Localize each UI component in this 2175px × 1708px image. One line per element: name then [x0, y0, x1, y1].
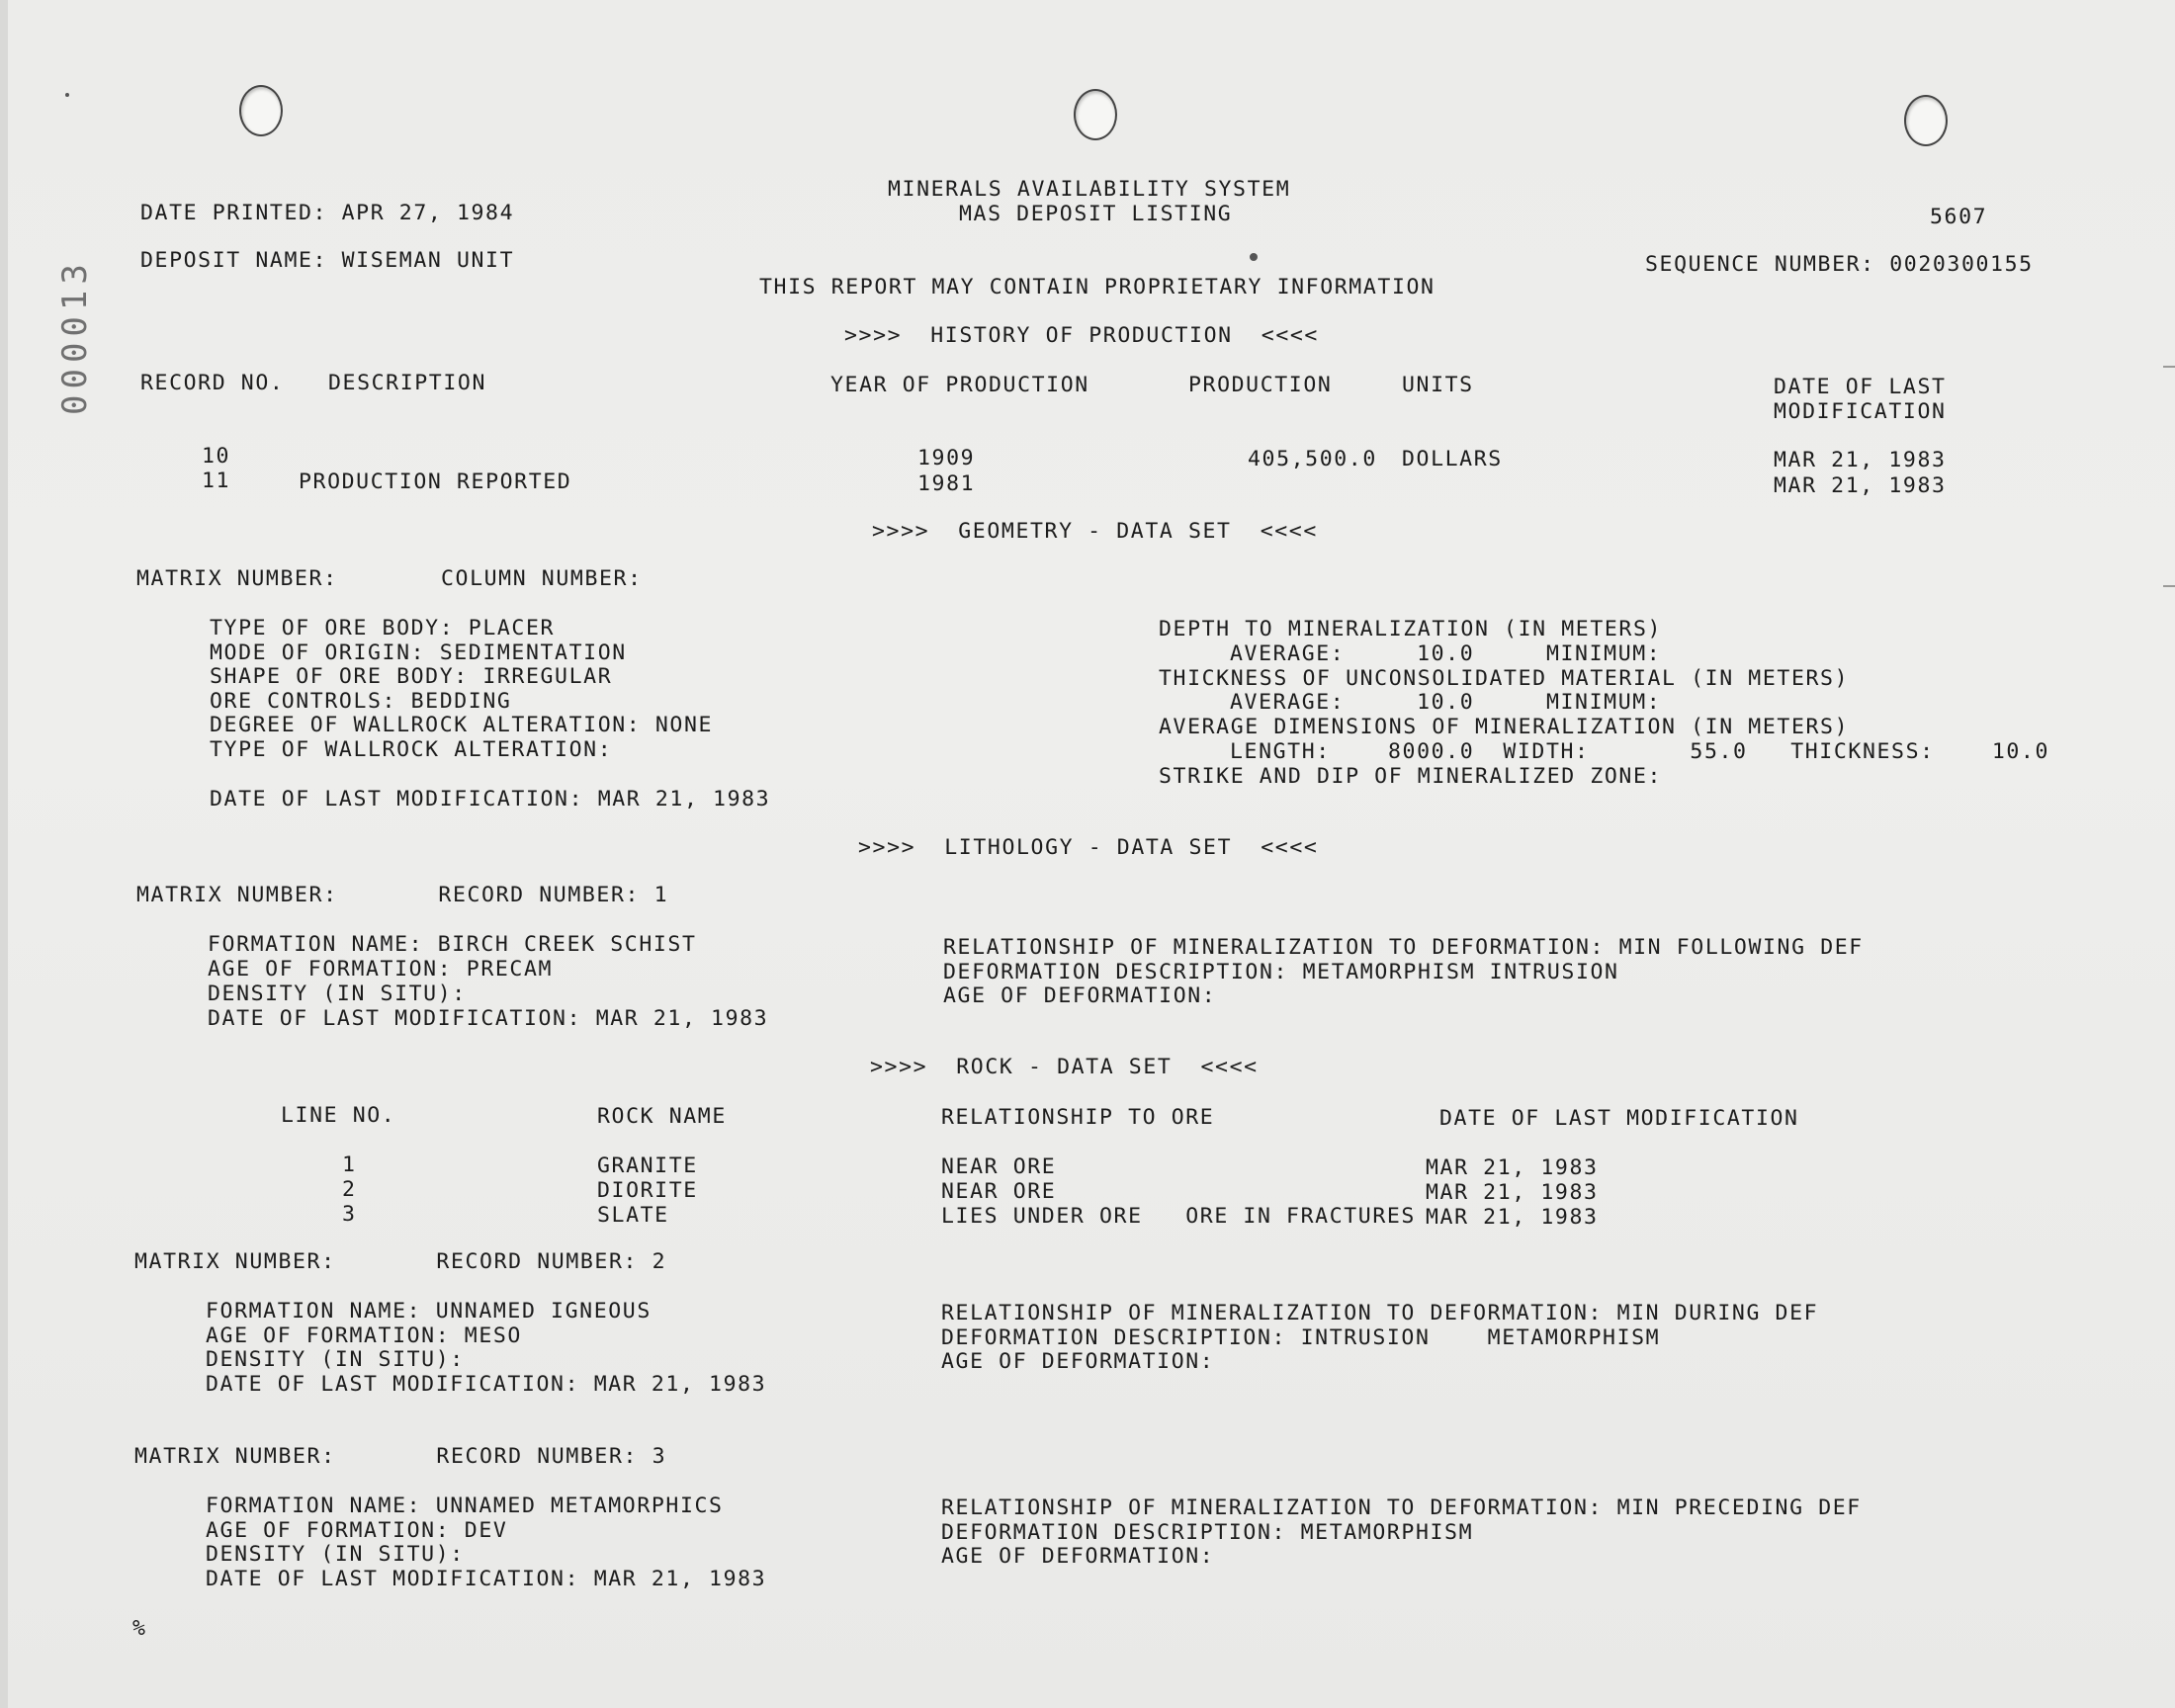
- rock-name: DIORITE: [597, 1178, 698, 1203]
- deformation-description: DEFORMATION DESCRIPTION: INTRUSION METAMORPHISM: [941, 1325, 1661, 1350]
- rock-line-no: 1: [342, 1153, 357, 1177]
- relationship-to-deformation: RELATIONSHIP OF MINERALIZATION TO DEFORMATION: MIN DURING DEF: [941, 1301, 1819, 1325]
- degree-of-wallrock-alteration: DEGREE OF WALLROCK ALTERATION: NONE: [210, 713, 714, 737]
- rock-date: MAR 21, 1983: [1426, 1180, 1599, 1205]
- col-year: YEAR OF PRODUCTION: [830, 373, 1089, 397]
- col-relationship: RELATIONSHIP TO ORE: [941, 1105, 1215, 1130]
- type-of-wallrock-alteration: TYPE OF WALLROCK ALTERATION:: [210, 737, 613, 762]
- shape-of-ore-body: SHAPE OF ORE BODY: IRREGULAR: [210, 664, 613, 689]
- relationship-to-deformation: RELATIONSHIP OF MINERALIZATION TO DEFORMATION: MIN FOLLOWING DEF: [943, 935, 1864, 960]
- record-description: PRODUCTION REPORTED: [299, 470, 572, 494]
- rock-relationship: LIES UNDER ORE ORE IN FRACTURES: [941, 1204, 1416, 1229]
- formation-name: FORMATION NAME: UNNAMED IGNEOUS: [206, 1299, 652, 1324]
- section-title-history: >>>> HISTORY OF PRODUCTION <<<<: [844, 323, 1319, 348]
- section-title-lithology: >>>> LITHOLOGY - DATA SET <<<<: [858, 835, 1319, 860]
- rock-name: GRANITE: [597, 1153, 698, 1178]
- geometry-date-modified: DATE OF LAST MODIFICATION: MAR 21, 1983: [210, 787, 771, 811]
- listing-title: MAS DEPOSIT LISTING: [959, 202, 1233, 226]
- density: DENSITY (IN SITU):: [208, 982, 467, 1006]
- speck: [1250, 253, 1258, 261]
- deposit-name: DEPOSIT NAME: WISEMAN UNIT: [140, 248, 515, 273]
- formation-name: FORMATION NAME: UNNAMED METAMORPHICS: [206, 1494, 724, 1518]
- record-year: 1981: [917, 471, 976, 496]
- ore-controls: ORE CONTROLS: BEDDING: [210, 689, 512, 714]
- punch-hole-right: [1904, 95, 1948, 146]
- age-of-formation: AGE OF FORMATION: PRECAM: [208, 957, 554, 982]
- date-printed: DATE PRINTED: APR 27, 1984: [140, 201, 515, 225]
- sequence-number: SEQUENCE NUMBER: 0020300155: [1645, 252, 2034, 277]
- col-units: UNITS: [1402, 373, 1474, 397]
- deformation-description: DEFORMATION DESCRIPTION: METAMORPHISM INTRUSION: [943, 960, 1619, 984]
- density: DENSITY (IN SITU):: [206, 1347, 465, 1372]
- col-date-line2: MODIFICATION: [1774, 399, 1947, 424]
- col-record-no: RECORD NO.: [140, 371, 285, 395]
- rock-date: MAR 21, 1983: [1426, 1155, 1599, 1180]
- thickness-heading: THICKNESS OF UNCONSOLIDATED MATERIAL (IN METERS): [1159, 666, 1850, 691]
- lithology-date-modified: DATE OF LAST MODIFICATION: MAR 21, 1983: [208, 1006, 769, 1031]
- record-date: MAR 21, 1983: [1774, 473, 1947, 498]
- deformation-description: DEFORMATION DESCRIPTION: METAMORPHISM: [941, 1520, 1474, 1545]
- age-of-deformation: AGE OF DEFORMATION:: [941, 1349, 1215, 1374]
- lithology-matrix-line: MATRIX NUMBER: RECORD NUMBER: 1: [136, 883, 669, 907]
- section-title-geometry: >>>> GEOMETRY - DATA SET <<<<: [872, 519, 1318, 544]
- record-no: 11: [202, 469, 231, 493]
- mode-of-origin: MODE OF ORIGIN: SEDIMENTATION: [210, 640, 627, 665]
- lithology-date-modified: DATE OF LAST MODIFICATION: MAR 21, 1983: [206, 1372, 767, 1397]
- record-production: 405,500.0: [1248, 447, 1377, 471]
- rock-relationship: NEAR ORE: [941, 1179, 1057, 1204]
- dimensions-values: LENGTH: 8000.0 WIDTH: 55.0 THICKNESS: 10.0: [1230, 739, 2050, 764]
- col-line-no: LINE NO.: [281, 1103, 396, 1128]
- geometry-matrix-number: MATRIX NUMBER:: [136, 566, 338, 591]
- age-of-deformation: AGE OF DEFORMATION:: [943, 983, 1217, 1008]
- type-of-ore-body: TYPE OF ORE BODY: PLACER: [210, 616, 556, 640]
- page-stamp-number: 000013: [55, 258, 95, 415]
- rock-line-no: 2: [342, 1177, 357, 1202]
- col-date-line1: DATE OF LAST: [1774, 375, 1947, 399]
- formation-name: FORMATION NAME: BIRCH CREEK SCHIST: [208, 932, 697, 957]
- lithology-matrix-line: MATRIX NUMBER: RECORD NUMBER: 3: [134, 1444, 667, 1469]
- rock-relationship: NEAR ORE: [941, 1154, 1057, 1179]
- thickness-values: AVERAGE: 10.0 MINIMUM:: [1230, 690, 1662, 715]
- geometry-column-number: COLUMN NUMBER:: [441, 566, 643, 591]
- rock-name: SLATE: [597, 1203, 669, 1228]
- page-number: 5607: [1930, 205, 1988, 229]
- age-of-formation: AGE OF FORMATION: MESO: [206, 1324, 522, 1348]
- relationship-to-deformation: RELATIONSHIP OF MINERALIZATION TO DEFORMATION: MIN PRECEDING DEF: [941, 1495, 1862, 1520]
- percent-mark: %: [132, 1616, 147, 1641]
- rock-line-no: 3: [342, 1202, 357, 1227]
- system-title: MINERALS AVAILABILITY SYSTEM: [888, 177, 1291, 202]
- age-of-deformation: AGE OF DEFORMATION:: [941, 1544, 1215, 1569]
- lithology-date-modified: DATE OF LAST MODIFICATION: MAR 21, 1983: [206, 1567, 767, 1591]
- edge-mark: [2163, 585, 2175, 587]
- age-of-formation: AGE OF FORMATION: DEV: [206, 1518, 508, 1543]
- density: DENSITY (IN SITU):: [206, 1542, 465, 1567]
- col-description: DESCRIPTION: [328, 371, 486, 395]
- lithology-matrix-line: MATRIX NUMBER: RECORD NUMBER: 2: [134, 1249, 667, 1274]
- record-year: 1909: [917, 446, 976, 470]
- edge-mark: [2163, 366, 2175, 368]
- col-rock-date: DATE OF LAST MODIFICATION: [1439, 1106, 1799, 1131]
- section-title-rock: >>>> ROCK - DATA SET <<<<: [870, 1055, 1259, 1079]
- record-date: MAR 21, 1983: [1774, 448, 1947, 472]
- rock-date: MAR 21, 1983: [1426, 1205, 1599, 1230]
- col-production: PRODUCTION: [1188, 373, 1333, 397]
- speck: [65, 93, 69, 97]
- record-no: 10: [202, 444, 231, 469]
- record-units: DOLLARS: [1402, 447, 1503, 471]
- proprietary-notice: THIS REPORT MAY CONTAIN PROPRIETARY INFORMATION: [759, 275, 1436, 299]
- punch-hole-center: [1074, 89, 1117, 140]
- dimensions-heading: AVERAGE DIMENSIONS OF MINERALIZATION (IN METERS): [1159, 715, 1850, 739]
- col-rock-name: ROCK NAME: [597, 1104, 727, 1129]
- depth-heading: DEPTH TO MINERALIZATION (IN METERS): [1159, 617, 1663, 641]
- depth-values: AVERAGE: 10.0 MINIMUM:: [1230, 641, 1662, 666]
- strike-dip: STRIKE AND DIP OF MINERALIZED ZONE:: [1159, 764, 1663, 789]
- punch-hole-left: [239, 85, 283, 136]
- document-page: [8, 0, 2175, 1708]
